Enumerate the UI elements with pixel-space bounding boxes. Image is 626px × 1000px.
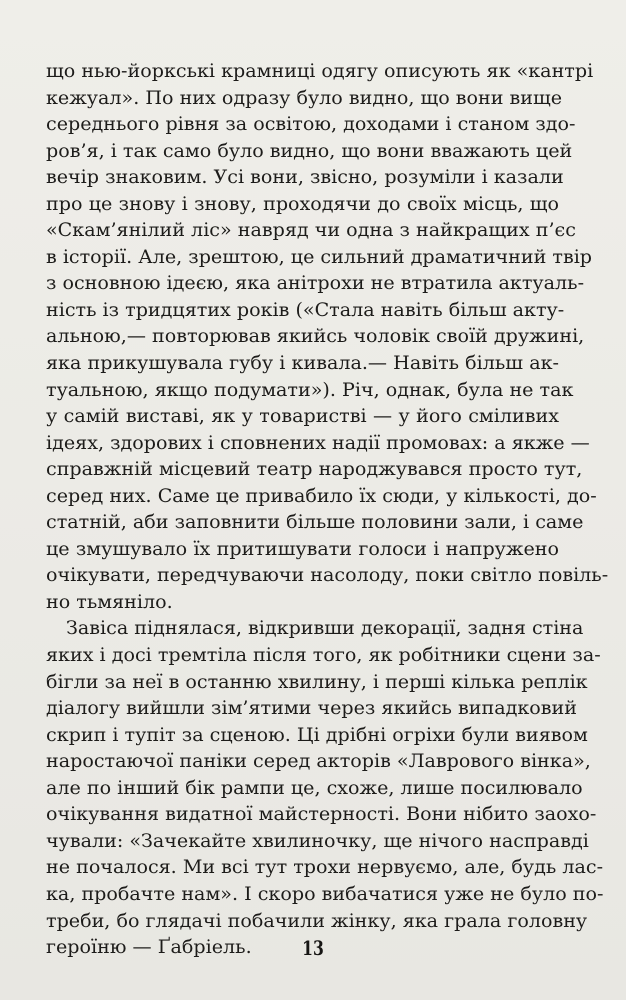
text-line: вечір знаковим. Усі вони, звісно, розуміли і казали — [46, 165, 564, 189]
text-line: не почалося. Ми всі тут трохи нервуємо, але, будь лас- — [46, 855, 604, 879]
text-line: в історії. Але, зрештою, це сильний драматичний твір — [46, 244, 593, 268]
text-line: середнього рівня за освітою, доходами і станом здо- — [46, 112, 576, 136]
text-line: статній, аби заповнити більше половини зали, і саме — [46, 510, 584, 534]
text-line: про це знову і знову, проходячи до своїх місць, що — [46, 191, 559, 215]
text-line: кежуал». По них одразу було видно, що вони вище — [46, 85, 563, 109]
text-line: Завіса піднялася, відкривши декорації, задня стіна — [66, 616, 584, 640]
text-line: це змушувало їх притишувати голоси і напружено — [46, 536, 559, 560]
text-line: альною,— повторював якийсь чоловік своїй дружині, — [46, 324, 585, 348]
text-line: очікувати, передчуваючи насолоду, поки світло повіль- — [46, 563, 609, 587]
text-line: але по інший бік рампи це, схоже, лише посилювало — [46, 775, 583, 799]
text-line: діалогу вийшли зім’ятими через якийсь випадковий — [46, 696, 577, 720]
text-line: з основною ідеєю, яка анітрохи не втратила актуаль- — [46, 271, 585, 295]
text-line: наростаючої паніки серед акторів «Лаврового вінка», — [46, 749, 591, 773]
text-line: ров’я, і так само було видно, що вони вважають цей — [46, 138, 573, 162]
text-line: чували: «Зачекайте хвилиночку, ще нічого насправді — [46, 828, 589, 852]
text-line: «Скам’янілий ліс» навряд чи одна з найкращих п’єс — [46, 218, 576, 242]
text-line: що нью-йоркські крамниці одягу описують як «кантрі — [46, 59, 594, 82]
text-line: треби, бо глядачі побачили жінку, яка грала головну — [46, 908, 588, 932]
text-line: у самій виставі, як у товаристві — у його сміливих — [46, 404, 559, 428]
body-text — [46, 58, 609, 961]
text-line: справжній місцевий театр народжувався просто тут, — [46, 457, 583, 481]
text-line: серед них. Саме це привабило їх сюди, у кількості, до- — [46, 483, 597, 507]
text-line: ідеях, здорових і сповнених надії промовах: а якже — — [46, 430, 590, 454]
text-line: ність із тридцятих років («Стала навіть більш акту- — [46, 297, 565, 321]
text-line: яких і досі тремтіла після того, як робітники сцени за- — [46, 643, 601, 667]
text-line: героїню — Ґабріель. — [46, 935, 252, 959]
text-line: яка прикушувала губу і кивала.— Навіть більш ак- — [46, 351, 559, 375]
text-line: но тьмяніло. — [46, 589, 173, 613]
text-line: ка, пробачте нам». І скоро вибачатися уже не було по- — [46, 881, 604, 905]
page-number: 13 — [302, 936, 324, 960]
text-line: очікування видатної майстерності. Вони нібито заохо- — [46, 802, 597, 826]
text-line: скрип і тупіт за сценою. Ці дрібні огріхи були виявом — [46, 722, 588, 746]
text-line: туальною, якщо подумати»). Річ, однак, була не так — [46, 377, 574, 401]
text-line: бігли за неї в останню хвилину, і перші кілька реплік — [46, 669, 588, 693]
